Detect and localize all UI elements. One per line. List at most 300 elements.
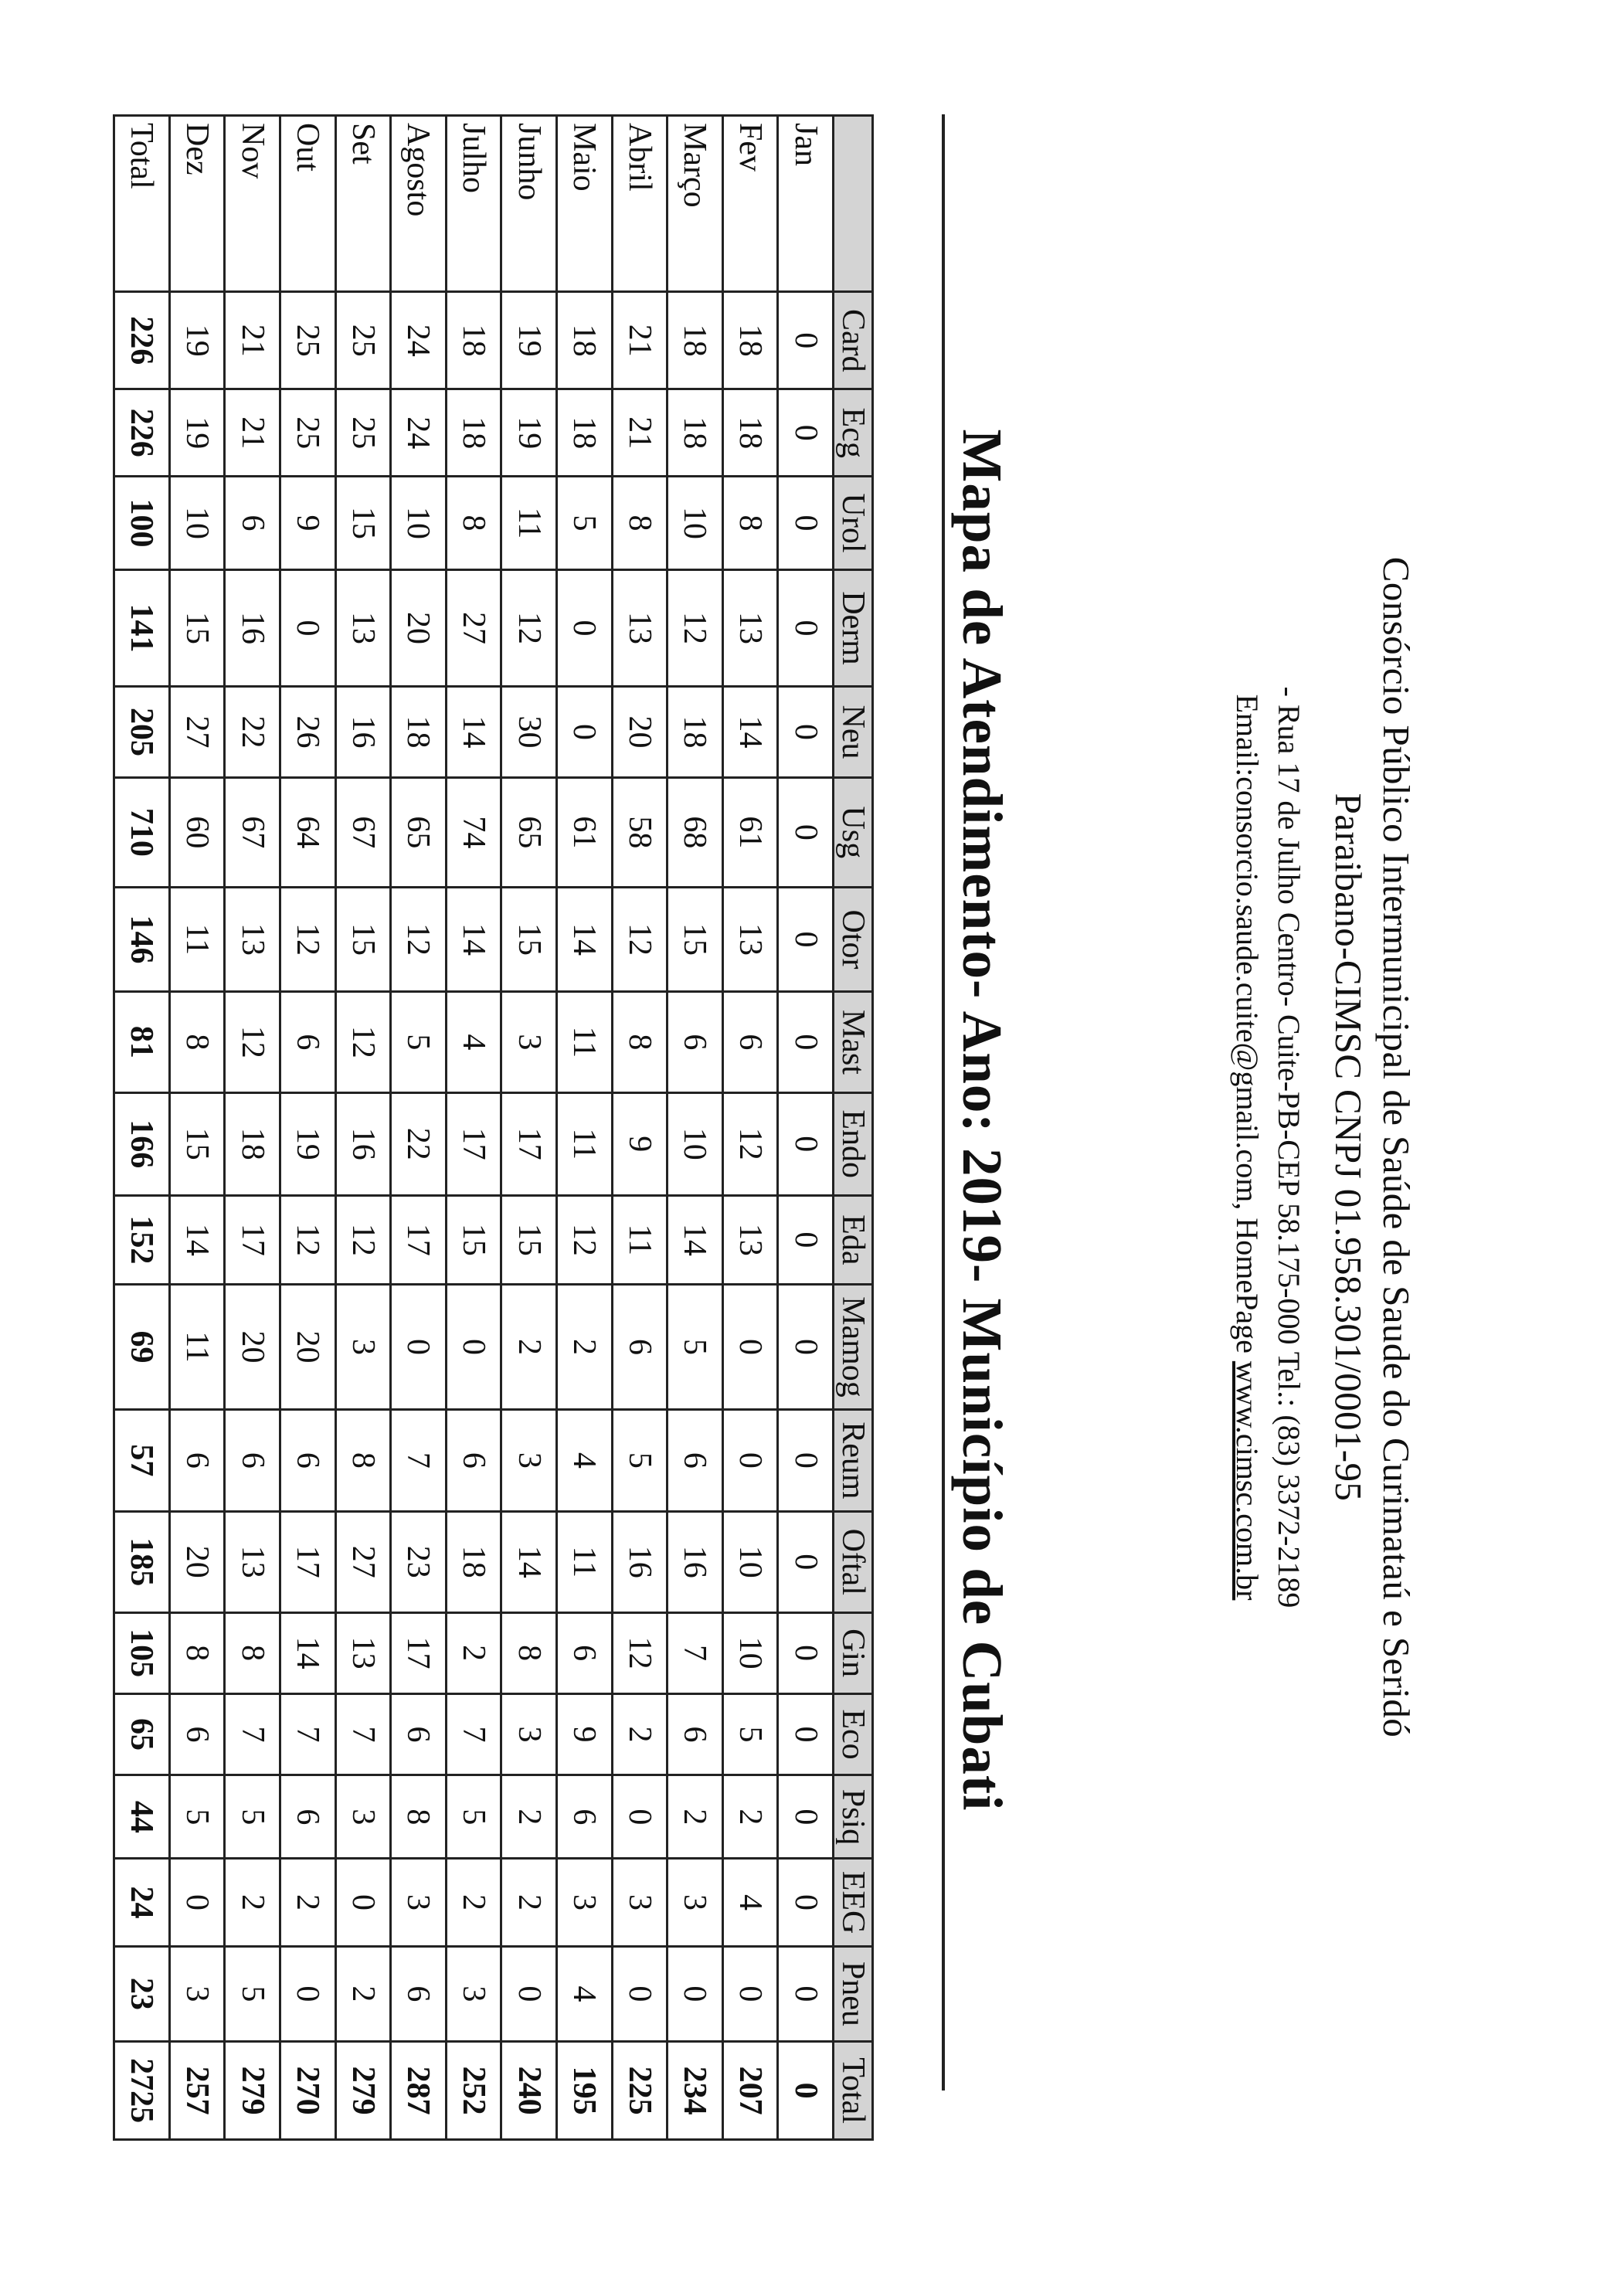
title-divider [942, 114, 945, 2091]
table-cell: 23 [391, 1511, 447, 1612]
table-cell: 20 [391, 569, 447, 687]
table-cell: 8 [446, 477, 501, 569]
table-cell: 57 [114, 1409, 170, 1511]
table-cell: 14 [501, 1511, 557, 1612]
table-cell: 12 [280, 887, 335, 991]
table-cell: 2 [501, 1284, 557, 1409]
table-cell: 7 [668, 1612, 723, 1693]
table-cell: 0 [778, 1195, 834, 1284]
table-cell: 69 [114, 1284, 170, 1409]
contact-line [1226, 178, 1268, 2117]
table-row [612, 116, 668, 2140]
table-cell: 6 [722, 991, 778, 1092]
table-cell: 146 [114, 887, 170, 991]
column-header: EEG [834, 1859, 873, 1946]
column-header: Usg [834, 777, 873, 887]
table-cell: 0 [778, 687, 834, 777]
table-cell: 64 [280, 777, 335, 887]
table-cell: 2 [556, 1284, 612, 1409]
row-total-cell: 2725 [114, 2042, 170, 2140]
table-cell: 16 [335, 687, 391, 777]
table-cell: 81 [114, 991, 170, 1092]
table-cell: 20 [612, 687, 668, 777]
table-cell: 13 [335, 569, 391, 687]
table-cell: 18 [668, 292, 723, 389]
table-cell: 0 [556, 687, 612, 777]
table-cell: 27 [169, 687, 225, 777]
table-cell: 8 [722, 477, 778, 569]
table-cell: 205 [114, 687, 170, 777]
table-cell: 67 [225, 777, 280, 887]
table-row [778, 116, 834, 2140]
table-cell: 6 [556, 1775, 612, 1859]
table-cell: 7 [446, 1693, 501, 1775]
table-cell: 14 [446, 687, 501, 777]
table-cell: 61 [556, 777, 612, 887]
table-cell: 16 [225, 569, 280, 687]
table-cell: 5 [722, 1693, 778, 1775]
table-cell: 3 [335, 1775, 391, 1859]
table-cell: 17 [391, 1195, 447, 1284]
row-total-cell: 279 [225, 2042, 280, 2140]
row-month-label: Julho [446, 116, 501, 292]
table-cell: 23 [114, 1946, 170, 2042]
table-cell: 0 [612, 1775, 668, 1859]
table-row [501, 116, 557, 2140]
table-cell: 12 [556, 1195, 612, 1284]
table-cell: 14 [556, 887, 612, 991]
table-cell: 15 [668, 887, 723, 991]
column-header: Urol [834, 477, 873, 569]
table-cell: 25 [335, 292, 391, 389]
table-cell: 11 [169, 887, 225, 991]
table-cell: 2 [225, 1859, 280, 1946]
table-cell: 60 [169, 777, 225, 887]
row-month-label: Abril [612, 116, 668, 292]
table-cell: 19 [501, 292, 557, 389]
table-cell: 16 [668, 1511, 723, 1612]
table-cell: 0 [446, 1284, 501, 1409]
table-cell: 6 [280, 1409, 335, 1511]
table-cell: 10 [169, 477, 225, 569]
table-row [722, 116, 778, 2140]
table-cell: 5 [225, 1946, 280, 2042]
table-cell: 5 [556, 477, 612, 569]
table-cell: 15 [501, 887, 557, 991]
table-cell: 65 [114, 1693, 170, 1775]
table-row [335, 116, 391, 2140]
column-header: Neu [834, 687, 873, 777]
table-cell: 12 [612, 1612, 668, 1693]
table-cell: 5 [169, 1775, 225, 1859]
table-cell: 141 [114, 569, 170, 687]
table-cell: 7 [391, 1409, 447, 1511]
table-cell: 27 [446, 569, 501, 687]
row-month-label: Junho [501, 116, 557, 292]
table-cell: 25 [335, 389, 391, 477]
table-cell: 4 [556, 1409, 612, 1511]
table-cell: 6 [280, 1775, 335, 1859]
column-header: Eco [834, 1693, 873, 1775]
table-cell: 5 [391, 991, 447, 1092]
table-cell: 13 [225, 887, 280, 991]
table-cell: 30 [501, 687, 557, 777]
table-cell: 6 [225, 477, 280, 569]
column-header: Ecg [834, 389, 873, 477]
column-header: Mamog [834, 1284, 873, 1409]
table-cell: 0 [778, 1409, 834, 1511]
column-header: Mast [834, 991, 873, 1092]
table-cell: 9 [556, 1693, 612, 1775]
table-cell: 0 [778, 1511, 834, 1612]
table-cell: 16 [612, 1511, 668, 1612]
table-row [668, 116, 723, 2140]
column-header: Gin [834, 1612, 873, 1693]
table-cell: 0 [778, 569, 834, 687]
table-cell: 11 [612, 1195, 668, 1284]
table-cell: 6 [225, 1409, 280, 1511]
table-cell: 3 [501, 1409, 557, 1511]
table-cell: 9 [280, 477, 335, 569]
table-cell: 4 [446, 991, 501, 1092]
table-cell: 26 [280, 687, 335, 777]
table-cell: 8 [612, 477, 668, 569]
table-row [280, 116, 335, 2140]
table-cell: 0 [778, 1775, 834, 1859]
table-cell: 10 [668, 1092, 723, 1195]
column-header: Derm [834, 569, 873, 687]
table-cell: 17 [280, 1511, 335, 1612]
table-cell: 18 [446, 1511, 501, 1612]
table-cell: 65 [391, 777, 447, 887]
table-cell: 12 [612, 887, 668, 991]
table-cell: 19 [169, 292, 225, 389]
table-cell: 2 [335, 1946, 391, 2042]
table-cell: 0 [778, 777, 834, 887]
row-total-cell: 270 [280, 2042, 335, 2140]
table-cell: 0 [612, 1946, 668, 2042]
table-cell: 68 [668, 777, 723, 887]
table-cell: 2 [501, 1775, 557, 1859]
organization-name [1324, 178, 1420, 2117]
table-cell: 12 [391, 887, 447, 991]
table-cell: 12 [280, 1195, 335, 1284]
table-cell: 10 [668, 477, 723, 569]
row-month-label: Jan [778, 116, 834, 292]
table-cell: 2 [612, 1693, 668, 1775]
table-cell: 22 [391, 1092, 447, 1195]
row-total-cell: 257 [169, 2042, 225, 2140]
row-total-cell: 279 [335, 2042, 391, 2140]
table-row [169, 116, 225, 2140]
table-cell: 3 [556, 1859, 612, 1946]
table-row [446, 116, 501, 2140]
table-cell: 17 [446, 1092, 501, 1195]
table-cell: 0 [668, 1946, 723, 2042]
table-cell: 166 [114, 1092, 170, 1195]
table-body [114, 116, 834, 2140]
row-month-label: Dez [169, 116, 225, 292]
table-cell: 18 [668, 687, 723, 777]
table-cell: 8 [169, 991, 225, 1092]
table-cell: 8 [391, 1775, 447, 1859]
table-cell: 17 [501, 1092, 557, 1195]
table-cell: 13 [722, 887, 778, 991]
table-cell: 12 [335, 991, 391, 1092]
table-cell: 67 [335, 777, 391, 887]
table-cell: 13 [225, 1511, 280, 1612]
table-cell: 4 [556, 1946, 612, 2042]
table-cell: 11 [556, 1092, 612, 1195]
table-cell: 65 [501, 777, 557, 887]
row-month-label: Fev [722, 116, 778, 292]
table-cell: 17 [225, 1195, 280, 1284]
table-cell: 14 [446, 887, 501, 991]
table-cell: 8 [335, 1409, 391, 1511]
column-header: Oftal [834, 1511, 873, 1612]
table-cell: 6 [668, 1409, 723, 1511]
table-cell: 0 [280, 569, 335, 687]
row-total-cell: 0 [778, 2042, 834, 2140]
table-cell: 21 [612, 389, 668, 477]
table-cell: 0 [778, 1946, 834, 2042]
table-cell: 15 [446, 1195, 501, 1284]
table-cell: 0 [280, 1946, 335, 2042]
table-cell: 8 [225, 1612, 280, 1693]
table-cell: 0 [778, 1284, 834, 1409]
table-cell: 18 [722, 389, 778, 477]
header-corner [834, 116, 873, 292]
table-cell: 0 [778, 1859, 834, 1946]
table-cell: 6 [169, 1409, 225, 1511]
table-cell: 2 [501, 1859, 557, 1946]
column-header: Total [834, 2042, 873, 2140]
table-cell: 15 [335, 477, 391, 569]
table-cell: 22 [225, 687, 280, 777]
table-cell: 152 [114, 1195, 170, 1284]
table-cell: 24 [391, 389, 447, 477]
table-cell: 226 [114, 389, 170, 477]
table-cell: 4 [722, 1859, 778, 1946]
attendance-table [113, 114, 874, 2141]
table-cell: 0 [391, 1284, 447, 1409]
table-cell: 6 [446, 1409, 501, 1511]
table-row [114, 116, 170, 2140]
table-cell: 18 [446, 292, 501, 389]
table-cell: 18 [668, 389, 723, 477]
table-cell: 16 [335, 1092, 391, 1195]
table-cell: 19 [280, 1092, 335, 1195]
table-cell: 58 [612, 777, 668, 887]
table-cell: 185 [114, 1511, 170, 1612]
table-cell: 10 [722, 1511, 778, 1612]
table-cell: 12 [225, 991, 280, 1092]
table-cell: 0 [556, 569, 612, 687]
table-row [556, 116, 612, 2140]
table-cell: 8 [501, 1612, 557, 1693]
table-cell: 15 [169, 569, 225, 687]
row-month-label: Março [668, 116, 723, 292]
table-cell: 2 [280, 1859, 335, 1946]
table-cell: 17 [391, 1612, 447, 1693]
table-cell: 14 [169, 1195, 225, 1284]
table-cell: 11 [501, 477, 557, 569]
row-total-cell: 225 [612, 2042, 668, 2140]
column-header: Reum [834, 1409, 873, 1511]
report-title: Mapa de Atendimento- Ano: 2019- Município de Cubati [951, 429, 1014, 1812]
table-cell: 226 [114, 292, 170, 389]
table-cell: 0 [778, 389, 834, 477]
table-cell: 5 [668, 1284, 723, 1409]
org-line-1: Consórcio Público Intermunicipal de Saúde de Saude do Curimataú e Seridó [1375, 556, 1418, 1738]
table-cell: 9 [612, 1092, 668, 1195]
table-cell: 18 [556, 389, 612, 477]
table-cell: 11 [169, 1284, 225, 1409]
table-cell: 3 [501, 1693, 557, 1775]
table-cell: 21 [225, 292, 280, 389]
table-cell: 105 [114, 1612, 170, 1693]
table-cell: 2 [722, 1775, 778, 1859]
table-cell: 61 [722, 777, 778, 887]
table-cell: 2 [446, 1612, 501, 1693]
table-cell: 19 [169, 389, 225, 477]
table-cell: 14 [280, 1612, 335, 1693]
table-cell: 25 [280, 389, 335, 477]
table-cell: 14 [668, 1195, 723, 1284]
table-cell: 6 [668, 1693, 723, 1775]
table-cell: 0 [778, 1092, 834, 1195]
row-total-cell: 287 [391, 2042, 447, 2140]
table-row [225, 116, 280, 2140]
row-month-label: Nov [225, 116, 280, 292]
row-total-cell: 234 [668, 2042, 723, 2140]
table-cell: 0 [722, 1409, 778, 1511]
table-cell: 0 [778, 477, 834, 569]
table-cell: 19 [501, 389, 557, 477]
table-cell: 13 [335, 1612, 391, 1693]
table-cell: 13 [722, 569, 778, 687]
table-cell: 5 [612, 1409, 668, 1511]
table-cell: 12 [501, 569, 557, 687]
table-cell: 710 [114, 777, 170, 887]
column-header: Otor [834, 887, 873, 991]
table-cell: 0 [778, 991, 834, 1092]
table-cell: 0 [778, 887, 834, 991]
table-cell: 0 [722, 1284, 778, 1409]
row-total-cell: 207 [722, 2042, 778, 2140]
row-month-label: Out [280, 116, 335, 292]
table-cell: 15 [169, 1092, 225, 1195]
table-cell: 7 [225, 1693, 280, 1775]
column-header: Pneu [834, 1946, 873, 2042]
address-block [1226, 178, 1310, 2117]
table-cell: 5 [446, 1775, 501, 1859]
table-cell: 10 [722, 1612, 778, 1693]
org-line-2: Paraibano-CIMSC CNPJ 01.958.301/0001-95 [1327, 793, 1370, 1502]
table-cell: 5 [225, 1775, 280, 1859]
table-cell: 8 [612, 991, 668, 1092]
column-header: Eda [834, 1195, 873, 1284]
table-cell: 8 [169, 1612, 225, 1693]
table-cell: 44 [114, 1775, 170, 1859]
table-cell: 2 [446, 1859, 501, 1946]
email-text: Email:consorcio.saude.cuite@gmail.com, HomePage [1230, 694, 1265, 1361]
table-cell: 18 [722, 292, 778, 389]
row-total-cell: 252 [446, 2042, 501, 2140]
table-cell: 21 [612, 292, 668, 389]
table-cell: 21 [225, 389, 280, 477]
table-cell: 2 [668, 1775, 723, 1859]
table-cell: 0 [778, 1693, 834, 1775]
row-month-label: Agosto [391, 116, 447, 292]
table-cell: 0 [169, 1859, 225, 1946]
table-cell: 0 [335, 1859, 391, 1946]
column-header: Card [834, 292, 873, 389]
table-cell: 27 [335, 1511, 391, 1612]
table-cell: 7 [280, 1693, 335, 1775]
table-cell: 20 [280, 1284, 335, 1409]
table-cell: 6 [169, 1693, 225, 1775]
column-header: Endo [834, 1092, 873, 1195]
row-total-cell: 240 [501, 2042, 557, 2140]
table-cell: 18 [225, 1092, 280, 1195]
table-cell: 25 [280, 292, 335, 389]
table-cell: 3 [446, 1946, 501, 2042]
row-month-label: Maio [556, 116, 612, 292]
table-cell: 7 [335, 1693, 391, 1775]
table-cell: 14 [722, 687, 778, 777]
table-cell: 15 [501, 1195, 557, 1284]
table-cell: 100 [114, 477, 170, 569]
table-cell: 20 [169, 1511, 225, 1612]
row-month-label: Set [335, 116, 391, 292]
row-total-cell: 195 [556, 2042, 612, 2140]
table-cell: 6 [391, 1693, 447, 1775]
table-cell: 13 [612, 569, 668, 687]
column-header: Psiq [834, 1775, 873, 1859]
table-cell: 6 [612, 1284, 668, 1409]
table-cell: 6 [668, 991, 723, 1092]
table-cell: 3 [335, 1284, 391, 1409]
table-cell: 12 [722, 1092, 778, 1195]
table-cell: 3 [501, 991, 557, 1092]
table-cell: 12 [668, 569, 723, 687]
address-line: - Rua 17 de Julho Centro- Cuite-PB-CEP 58.175-000 Tel.: (83) 3372-2189 [1272, 686, 1306, 1608]
table-cell: 18 [556, 292, 612, 389]
table-cell: 0 [722, 1946, 778, 2042]
table-cell: 6 [391, 1946, 447, 2042]
table-cell: 11 [556, 1511, 612, 1612]
table-cell: 18 [391, 687, 447, 777]
table-cell: 15 [335, 887, 391, 991]
table-cell: 74 [446, 777, 501, 887]
table-cell: 10 [391, 477, 447, 569]
table-row [391, 116, 447, 2140]
table-cell: 0 [501, 1946, 557, 2042]
table-cell: 20 [225, 1284, 280, 1409]
table-cell: 3 [169, 1946, 225, 2042]
table-cell: 13 [722, 1195, 778, 1284]
table-cell: 3 [668, 1859, 723, 1946]
homepage-link[interactable]: www.cimsc.com.br [1230, 1360, 1265, 1601]
table-cell: 6 [556, 1612, 612, 1693]
table-cell: 24 [391, 292, 447, 389]
row-month-label: Total [114, 116, 170, 292]
table-cell: 0 [778, 1612, 834, 1693]
table-header-row [834, 116, 873, 2140]
table-cell: 3 [391, 1859, 447, 1946]
table-cell: 0 [778, 292, 834, 389]
